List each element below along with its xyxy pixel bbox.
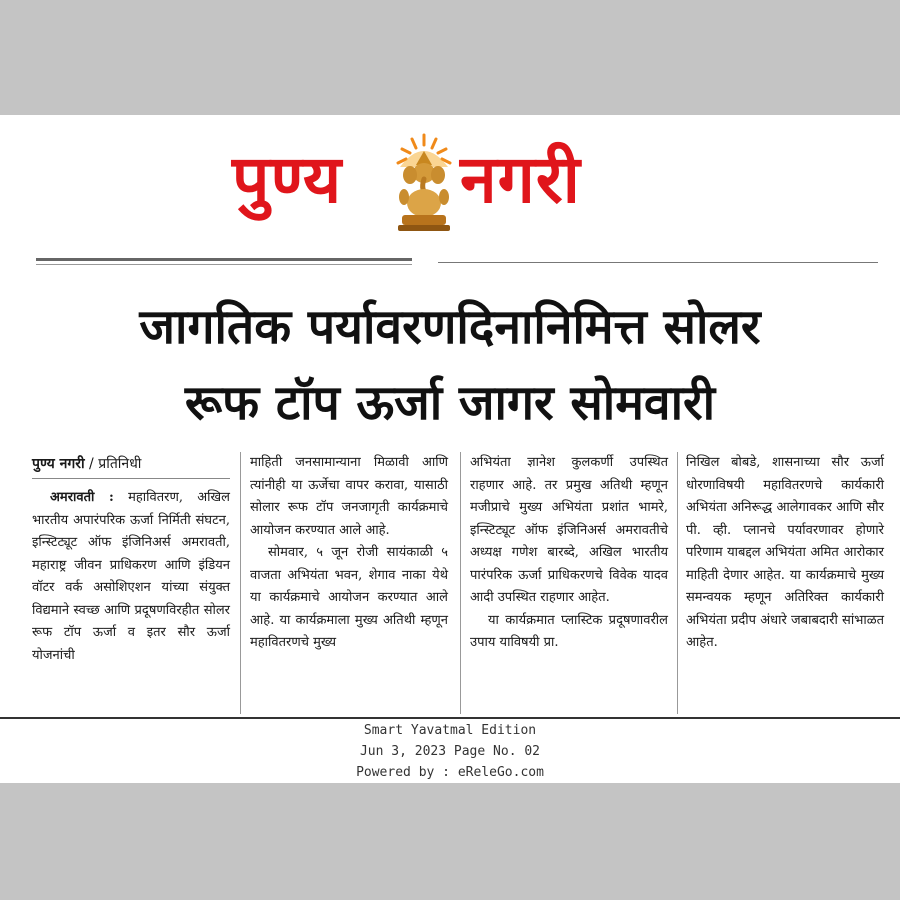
masthead-left-word: पुण्य	[232, 141, 343, 218]
masthead-rule-right	[438, 262, 878, 263]
footer-rule	[0, 717, 900, 719]
byline-reporter: प्रतिनिधी	[98, 456, 142, 472]
article-paragraph: अभियंता ज्ञानेश कुलकर्णी उपस्थित राहणार आहे. तर प्रमुख अतिथी म्हणून मजीप्राचे मुख्य अभियंता प्रशांत भामरे, इन्स्टिट्यूट ऑफ इंजिनिअर्स अमरावतीचे अध्यक्ष गणेश बारब्दे, अखिल भारतीय पारंपरिक ऊर्जा प्राधिकरणचे विवेक यादव आदी उपस्थित राहणार आहेत.	[470, 455, 668, 605]
article-paragraph	[32, 487, 230, 667]
column-divider	[677, 452, 678, 714]
newspaper-clipping	[0, 115, 900, 783]
byline-separator: /	[84, 456, 99, 472]
masthead	[0, 115, 900, 255]
headline-line-1: जागतिक पर्यावरणदिनानिमित्त सोलर	[139, 299, 761, 355]
column-divider	[460, 452, 461, 714]
masthead-rule-left-thin	[36, 264, 412, 265]
headline-line-2: रूफ टॉप ऊर्जा जागर सोमवारी	[184, 375, 716, 431]
edition-label: Smart Yavatmal Edition	[363, 723, 537, 738]
article-paragraph: सोमवार, ५ जून रोजी सायंकाळी ५ वाजता अभियंता भवन, शेगाव नाका येथे या कार्यक्रमाचे आयोजन करण्यात आले आहे. या कार्यक्रमाला मुख्य अतिथी म्हणून महावितरणचे मुख्य	[250, 545, 448, 650]
article-text: महावितरण, अखिल भारतीय अपारंपरिक ऊर्जा निर्मिती संघटन, इन्स्टिट्यूट ऑफ इंजिनिअर्स अमरावती, महाराष्ट्र जीवन प्राधिकरण आणि इंडियन वॉटर वर्क असोशिएशन यांच्या संयुक्त विद्यमाने स्वच्छ आणि प्रदूषणविरहीत सोलर रूफ टॉप ऊर्जा व इतर सौर ऊर्जा योजनांची	[32, 490, 230, 663]
article-paragraph: या कार्यक्रमात प्लास्टिक प्रदूषणावरील उपाय याविषयी प्रा.	[470, 612, 668, 650]
byline-source: पुण्य नगरी	[32, 456, 85, 472]
article-paragraph: माहिती जनसामान्याना मिळावी आणि त्यांनीही या ऊर्जेचा वापर करावा, यासाठी सोलार रूफ टॉप जनजागृती कार्यक्रमाचे आयोजन करण्यात आले आहे.	[250, 455, 448, 538]
powered-by-label: Powered by : eReleGo.com	[356, 765, 544, 780]
ganesha-idol-icon	[392, 133, 456, 233]
article-column-2	[250, 452, 448, 655]
column-divider	[240, 452, 241, 714]
dateline: अमरावती :	[50, 490, 114, 505]
article-column-3	[470, 452, 668, 655]
article-column-4	[686, 452, 884, 655]
byline	[32, 452, 230, 479]
article-column-1	[32, 452, 230, 667]
masthead-right-word: नगरी	[460, 141, 581, 218]
date-page-label: Jun 3, 2023 Page No. 02	[359, 744, 540, 759]
masthead-rule-left	[36, 258, 412, 261]
article-paragraph: निखिल बोबडे, शासनाच्या सौर ऊर्जा धोरणाविषयी महावितरणचे कार्यकारी अभियंता अनिरूद्ध आलेगावकर आणि सौर पी. व्ही. प्लानचे पर्यावरणावर होणारे परिणाम याबद्दल अभियंता अमित आरोकार माहिती देणार आहेत. या कार्यक्रमाचे मुख्य समन्वयक म्हणून अतिरिक्त कार्यकारी अभियंता प्रदीप अंधारे जबाबदारी सांभाळत आहेत.	[686, 455, 884, 650]
